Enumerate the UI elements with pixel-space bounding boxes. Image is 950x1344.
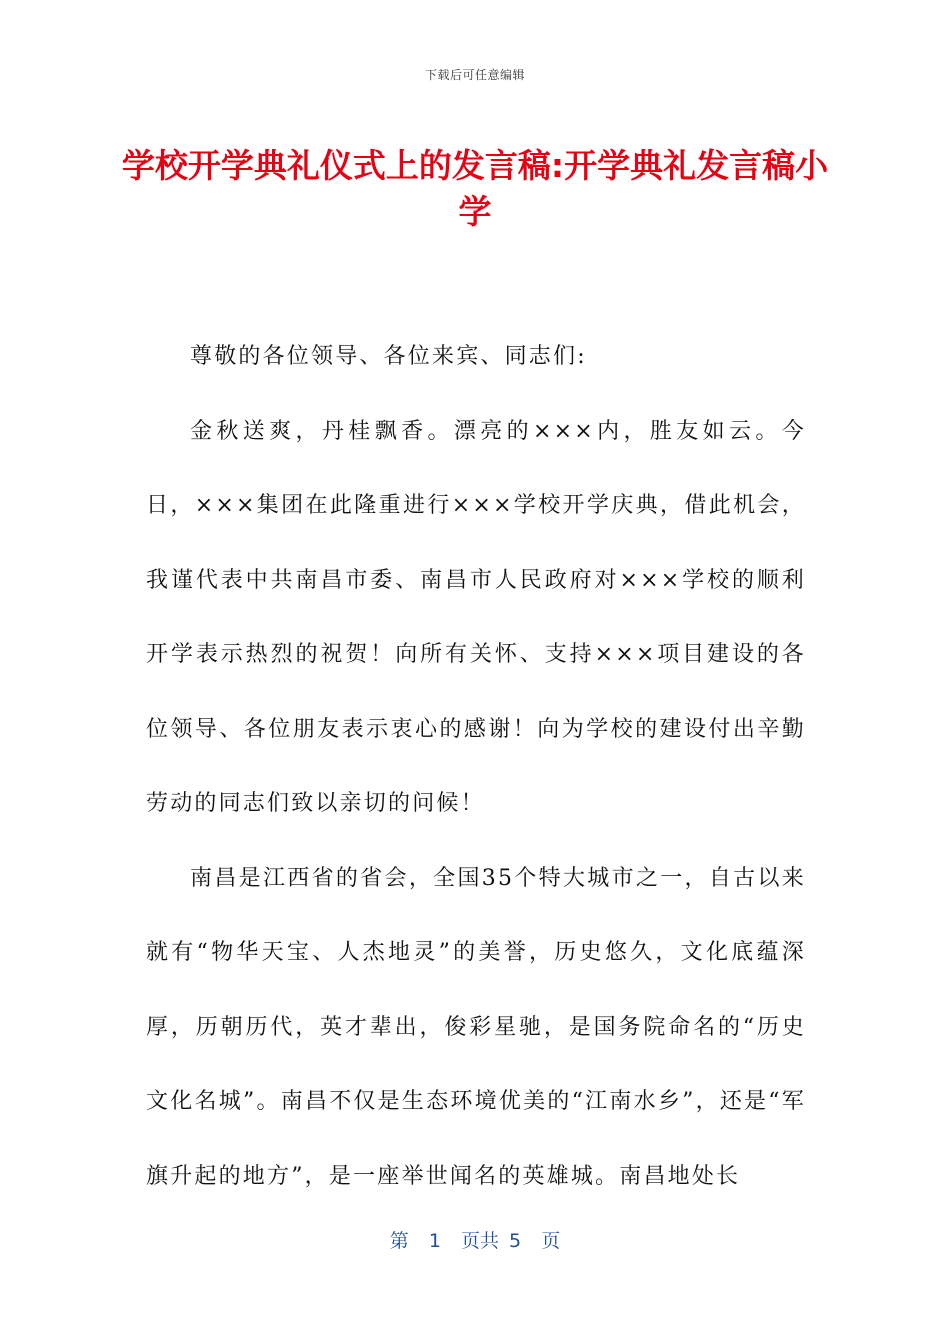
page-number-footer: 第 1 页共 5 页 — [389, 1230, 561, 1252]
document-body — [146, 320, 806, 1214]
body-paragraph: 金秋送爽，丹桂飘香。漂亮的×××内，胜友如云。今日，×××集团在此隆重进行×××学校开学庆典，借此机会，我谨代表中共南昌市委、南昌市人民政府对×××学校的顺利开学表示热烈的祝贺！向所有关怀、支持×××项目建设的各位领导、各位朋友表示衷心的感谢！向为学校的建设付出辛勤劳动的同志们致以亲切的问候！ — [146, 418, 806, 816]
salutation-paragraph: 尊敬的各位领导、各位来宾、同志们: — [190, 344, 587, 369]
body-paragraph: 南昌是江西省的省会，全国35个特大城市之一，自古以来就有“物华天宝、人杰地灵”的美誉，历史悠久，文化底蕴深厚，历朝历代，英才辈出，俊彩星驰，是国务院命名的“历史文化名城”。南昌不仅是生态环境优美的“江南水乡”，还是“军旗升起的地方”，是一座举世闻名的英雄城。南昌地处长 — [146, 865, 806, 1189]
document-title: 学校开学典礼仪式上的发言稿:开学典礼发言稿小学 — [121, 146, 829, 231]
header-note: 下载后可任意编辑 — [424, 68, 525, 82]
